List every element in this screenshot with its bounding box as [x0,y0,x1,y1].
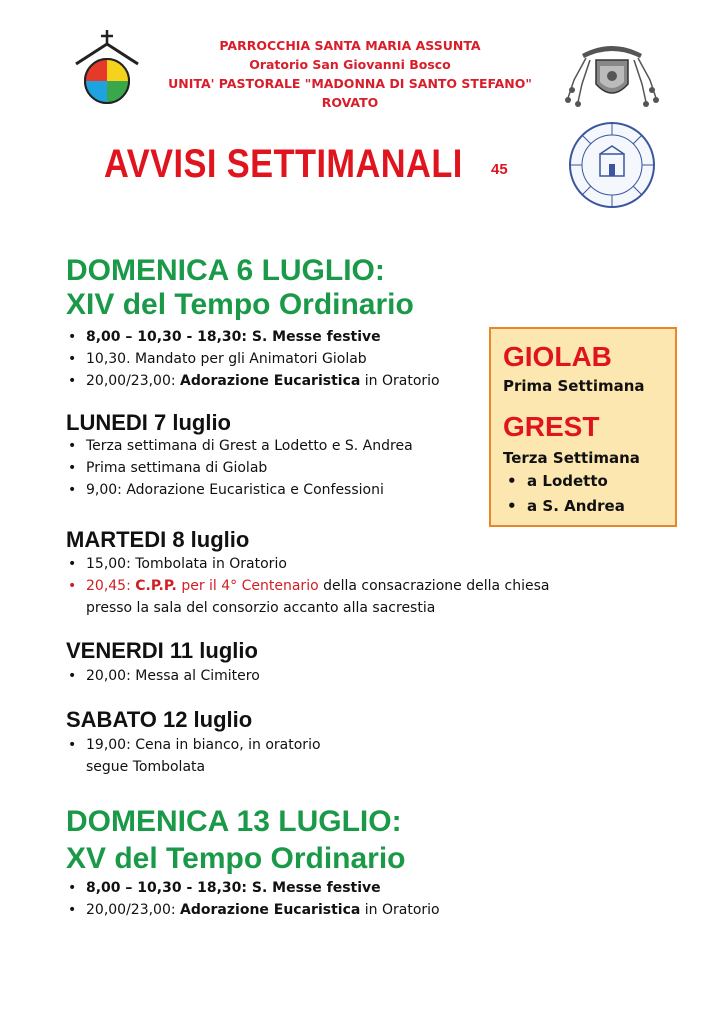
list-item: • 10,30. Mandato per gli Animatori Giolab [66,348,440,370]
page-title: AVVISI SETTIMANALI [104,142,463,186]
round-seal-icon [567,120,657,210]
list-item: • a S. Andrea [507,497,625,515]
friday-list [66,665,260,687]
town-name: ROVATO [321,95,379,110]
list-item: • 8,00 – 10,30 - 18,30: S. Messe festive [66,877,440,899]
saturday-list [66,734,321,778]
saturday-heading: SABATO 12 luglio [66,707,253,732]
giolab-subtitle: Prima Settimana [503,377,645,395]
sunday1-date: DOMENICA 6 LUGLIO: [66,254,385,287]
list-item: • 20,45: C.P.P. per il 4° Centenario della consacrazione della chiesa presso la sala del consorzio accanto alla sacrestia [66,575,549,619]
sunday2-list [66,877,440,921]
list-item: • 19,00: Cena in bianco, in oratorio segue Tombolata [66,734,321,778]
list-item: • a Lodetto [507,472,608,490]
monday-heading: LUNEDI 7 luglio [66,410,231,435]
sunday1-list [66,326,440,392]
giolab-grest-box [489,327,677,527]
giolab-title: GIOLAB [503,341,612,372]
parish-name: PARROCCHIA SANTA MARIA ASSUNTA [219,38,481,53]
list-item: • 20,00: Messa al Cimitero [66,665,260,687]
friday-heading: VENERDI 11 luglio [66,638,258,663]
pastoral-unit-name: UNITA' PASTORALE "MADONNA DI SANTO STEFANO" [168,76,532,91]
bishop-coat-of-arms-icon [560,40,664,110]
list-item: • 20,00/23,00: Adorazione Eucaristica in Oratorio [66,899,440,921]
list-item: • 8,00 – 10,30 - 18,30: S. Messe festive [66,326,440,348]
list-item: • Prima settimana di Giolab [66,457,413,479]
tuesday-list [66,553,549,619]
oratory-name: Oratorio San Giovanni Bosco [249,57,451,72]
grest-subtitle: Terza Settimana [503,449,640,467]
monday-list [66,435,413,501]
list-item: • 9,00: Adorazione Eucaristica e Confessioni [66,479,413,501]
list-item: • 15,00: Tombolata in Oratorio [66,553,549,575]
church-puzzle-logo-icon [72,28,142,106]
issue-number: 45 [491,161,508,178]
list-item: • 20,00/23,00: Adorazione Eucaristica in Oratorio [66,370,440,392]
sunday2-liturgy: XV del Tempo Ordinario [66,842,406,875]
list-item: • Terza settimana di Grest a Lodetto e S. Andrea [66,435,413,457]
tuesday-heading: MARTEDI 8 luglio [66,527,250,552]
sunday1-liturgy: XIV del Tempo Ordinario [66,288,414,321]
sunday2-date: DOMENICA 13 LUGLIO: [66,805,402,838]
grest-title: GREST [503,411,600,442]
